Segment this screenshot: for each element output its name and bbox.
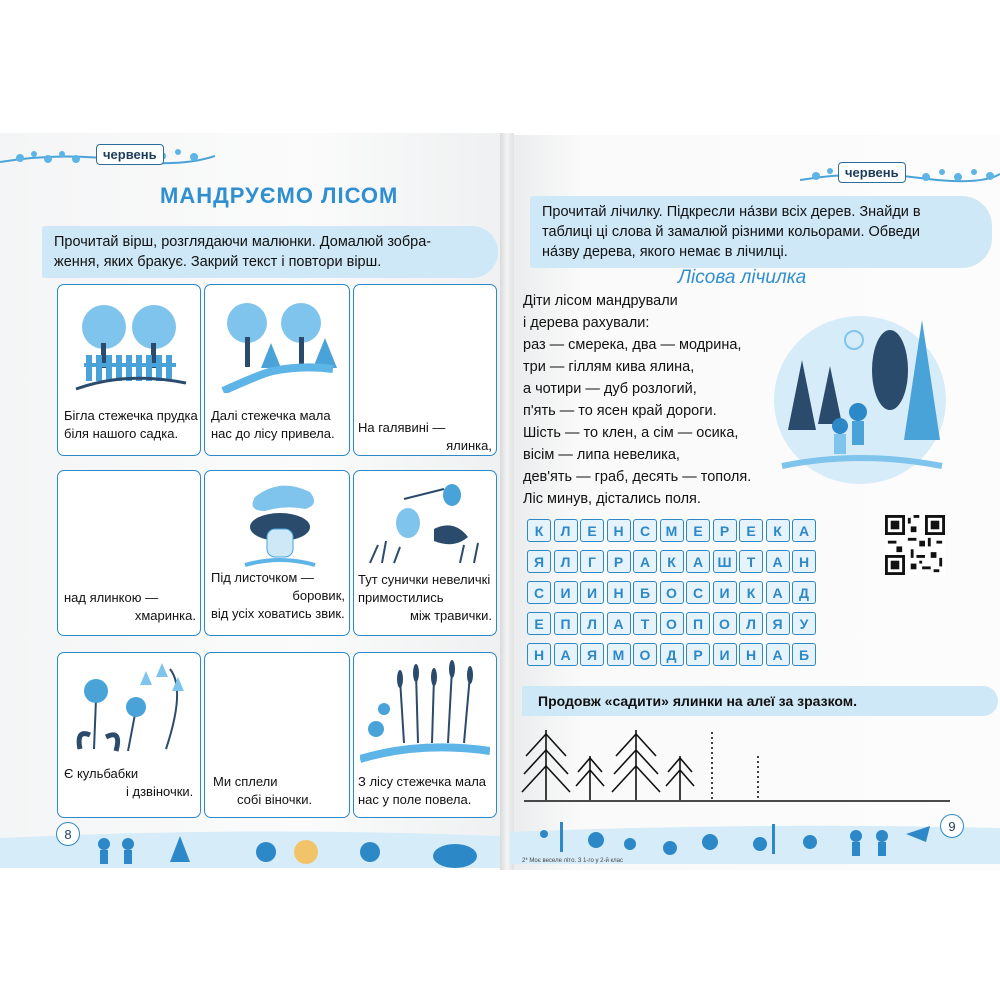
poem-line: три — гіллям кива ялина, (523, 359, 695, 375)
poem-cell-2 (204, 284, 350, 456)
caption-line: На галявині — (358, 420, 446, 435)
grid-letter[interactable]: Д (660, 643, 684, 666)
poem-cell-6 (353, 470, 497, 636)
grid-letter[interactable]: Т (739, 550, 763, 573)
field-wheat-illustration (360, 659, 490, 763)
caption-line: ялинка, (446, 438, 492, 453)
mushroom-leaf-illustration (235, 477, 325, 569)
grid-letter[interactable]: Е (739, 519, 763, 542)
caption-line: З лісу стежечка мала (358, 774, 487, 789)
poem-line: вісім — липа невелика, (523, 447, 680, 463)
cell-caption (211, 569, 345, 623)
instruction-right (530, 196, 992, 268)
page-number-left: 8 (56, 822, 80, 846)
forest-children-illustration (772, 300, 948, 486)
task2-banner: Продовж «садити» ялинки на алеї за зразком. (522, 686, 998, 716)
cell-caption (64, 765, 196, 801)
grid-letter[interactable]: Е (527, 612, 551, 635)
poem-line: Ліс минув, дістались поля. (523, 491, 701, 507)
poem-cell-1 (57, 284, 201, 456)
caption-line: Тут сунички невеличкі (358, 572, 491, 587)
qr-code-icon[interactable] (885, 515, 945, 575)
strawberry-illustration (364, 479, 488, 571)
caption-line: Є кульбабки (64, 766, 139, 781)
footer-note: 2* Моє веселе літо. З 1-го у 2-й клас (522, 858, 623, 864)
grid-letter[interactable]: И (580, 581, 604, 604)
poem-line: Шість — то клен, а сім — осика, (523, 425, 739, 441)
counting-rhyme (523, 290, 751, 510)
grid-letter[interactable]: К (527, 519, 551, 542)
poem-cell-4 (57, 470, 201, 636)
cell-caption (358, 571, 492, 625)
poem-line: і дерева рахували: (523, 315, 650, 331)
caption-line: між травички. (409, 608, 492, 623)
grid-letter[interactable]: А (686, 550, 710, 573)
grid-letter[interactable]: Б (633, 581, 657, 604)
cell-caption (211, 407, 335, 443)
grid-letter[interactable]: Я (766, 612, 790, 635)
grid-letter[interactable]: А (766, 581, 790, 604)
page-number-right: 9 (940, 814, 964, 838)
grid-letter[interactable]: Л (554, 550, 578, 573)
grid-letter[interactable]: Я (527, 550, 551, 573)
caption-line: нас у поле повела. (358, 792, 472, 807)
grid-letter[interactable]: А (607, 612, 631, 635)
grid-letter[interactable]: Н (607, 519, 631, 542)
month-tab-right: червень (838, 162, 906, 183)
cell-caption (358, 419, 492, 455)
caption-line: і дзвіночки. (126, 784, 194, 799)
cell-caption (358, 773, 486, 809)
grid-letter[interactable]: Г (580, 550, 604, 573)
grid-letter[interactable]: Р (686, 643, 710, 666)
caption-line: Ми сплели (213, 774, 278, 789)
caption-line: Далі стежечка мала (211, 408, 331, 423)
grid-letter[interactable]: О (633, 643, 657, 666)
grid-letter[interactable]: О (660, 581, 684, 604)
grid-letter[interactable]: К (660, 550, 684, 573)
poem-cell-3 (353, 284, 497, 456)
grid-letter[interactable]: Д (792, 581, 816, 604)
month-tab-left: червень (96, 144, 164, 165)
instruction-line: на́зву дерева, якого немає в лічилці. (542, 244, 788, 260)
instruction-line: Прочитай лічилку. Підкресли на́зви всіх дерев. Знайди в (542, 204, 921, 220)
caption-line: хмаринка. (134, 608, 196, 623)
grid-letter[interactable]: Р (713, 519, 737, 542)
grid-letter[interactable]: Н (527, 643, 551, 666)
grid-letter[interactable]: А (633, 550, 657, 573)
trees-fence-illustration (66, 293, 192, 393)
cell-caption (64, 407, 198, 443)
grid-letter[interactable]: И (713, 581, 737, 604)
grid-letter[interactable]: С (686, 581, 710, 604)
caption-line: боровик, (292, 588, 345, 603)
grid-letter[interactable]: К (766, 519, 790, 542)
grid-letter[interactable]: Е (580, 519, 604, 542)
grid-letter[interactable]: П (686, 612, 710, 635)
forest-path-illustration (213, 293, 341, 393)
poem-line: а чотири — дуб розлогий, (523, 381, 697, 397)
cell-caption (213, 773, 343, 809)
poem-cell-5 (204, 470, 350, 636)
grid-letter[interactable]: Л (580, 612, 604, 635)
grid-letter[interactable]: Н (607, 581, 631, 604)
grid-letter[interactable]: О (713, 612, 737, 635)
instruction-line: Прочитай вірш, розглядаючи малюнки. Домалюй зобра- (54, 234, 432, 250)
grid-letter[interactable]: Т (633, 612, 657, 635)
poem-line: Діти лісом мандрували (523, 293, 678, 309)
caption-line: собі віночки. (237, 792, 313, 807)
grid-letter[interactable]: А (766, 550, 790, 573)
bottom-decoration-right (510, 814, 1000, 864)
poem-cell-9 (353, 652, 497, 818)
instruction-left (42, 226, 498, 278)
grid-letter[interactable]: О (660, 612, 684, 635)
grid-letter[interactable]: М (607, 643, 631, 666)
caption-line: Бігла стежечка прудка (64, 408, 198, 423)
dandelion-bellflower-illustration (66, 659, 194, 759)
grid-letter[interactable]: А (766, 643, 790, 666)
poem-line: раз — смерека, два — модрина, (523, 337, 742, 353)
grid-letter[interactable]: Л (739, 612, 763, 635)
grid-letter[interactable]: Л (554, 519, 578, 542)
book-spine (500, 133, 514, 870)
grid-letter[interactable]: С (527, 581, 551, 604)
grid-letter[interactable]: И (713, 643, 737, 666)
grid-letter[interactable]: К (739, 581, 763, 604)
caption-line: біля нашого садка. (64, 426, 179, 441)
word-search-grid (527, 519, 843, 666)
grid-letter[interactable]: Б (792, 643, 816, 666)
grid-letter[interactable]: С (633, 519, 657, 542)
poem-cell-8 (204, 652, 350, 818)
grid-letter[interactable]: И (554, 581, 578, 604)
caption-line: Під листочком — (211, 570, 314, 585)
grid-letter[interactable]: Я (580, 643, 604, 666)
caption-line: нас до лісу привела. (211, 426, 335, 441)
poem-title: Лісова лічилка (678, 267, 807, 288)
grid-letter[interactable]: Ш (713, 550, 737, 573)
instruction-line: ження, яких бракує. Закрий текст і повтори вірш. (54, 254, 382, 270)
grid-letter[interactable]: У (792, 612, 816, 635)
poem-cell-7 (57, 652, 201, 818)
fir-tree-pattern (520, 726, 960, 802)
grid-letter[interactable]: Е (686, 519, 710, 542)
grid-letter[interactable]: А (554, 643, 578, 666)
grid-letter[interactable]: Н (792, 550, 816, 573)
grid-letter[interactable]: Р (607, 550, 631, 573)
page-title: МАНДРУЄМО ЛІСОМ (160, 183, 399, 208)
grid-letter[interactable]: Н (739, 643, 763, 666)
instruction-line: таблиці ці слова й замалюй різними кольорами. Обведи (542, 224, 920, 240)
caption-line: примостились (358, 590, 444, 605)
caption-line: над ялинкою — (64, 590, 159, 605)
grid-letter[interactable]: А (792, 519, 816, 542)
poem-line: п'ять — то ясен край дороги. (523, 403, 717, 419)
grid-letter[interactable]: П (554, 612, 578, 635)
poem-line: дев'ять — граб, десять — тополя. (523, 469, 752, 485)
cell-caption (64, 589, 196, 625)
caption-line: від усіх ховатись звик. (211, 606, 345, 621)
grid-letter[interactable]: М (660, 519, 684, 542)
